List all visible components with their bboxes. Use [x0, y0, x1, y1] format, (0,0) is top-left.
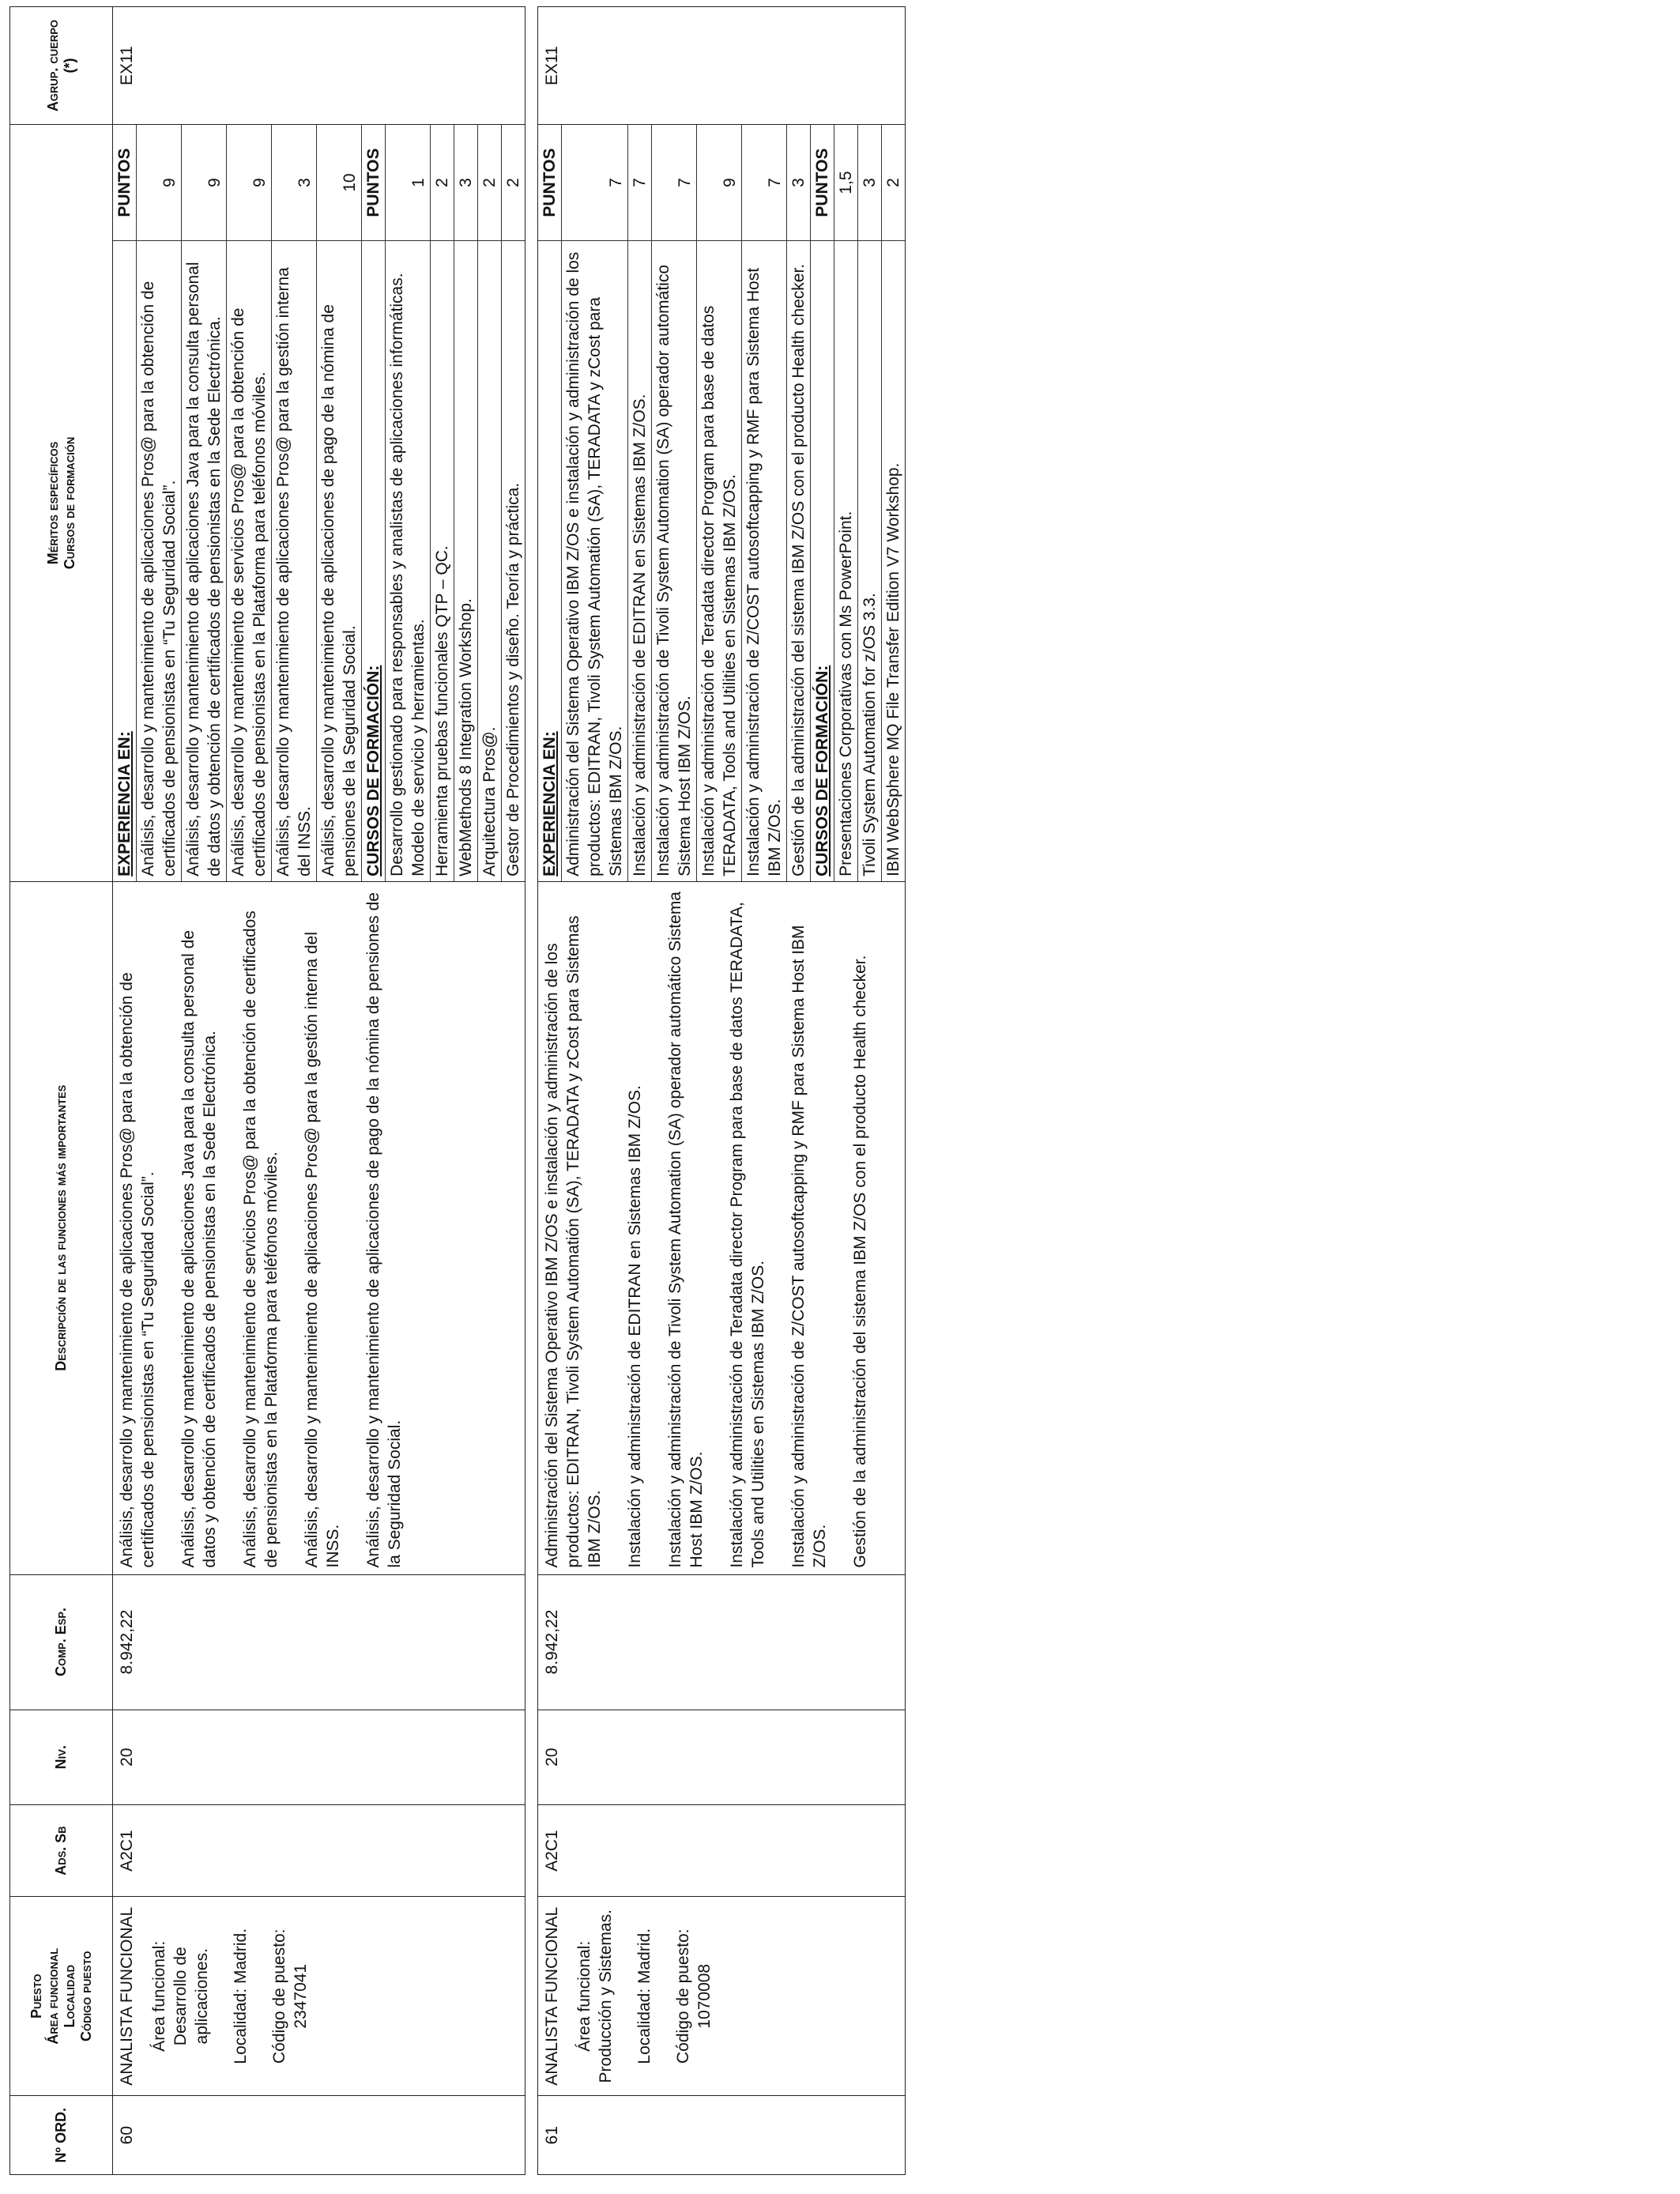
merito-row [697, 125, 742, 881]
curso-text: Presentaciones Corporativas con Ms PowerPoint. [834, 241, 858, 881]
funcion-item: Instalación y administración de Tivoli System Automation (SA) operador automático Sistema Host IBM Z/OS. [666, 892, 706, 1568]
row-comp: 8.942,22 [538, 1574, 906, 1710]
meritos-exp-header-row [113, 125, 137, 881]
merito-puntos: 3 [787, 125, 811, 241]
curso-row [834, 125, 858, 881]
header-num: Nº ORD. [10, 2096, 113, 2175]
row-agrup: EX11 [538, 7, 906, 125]
puesto-title: ANALISTA FUNCIONAL [118, 1906, 136, 2086]
curso-puntos: 1 [386, 125, 431, 241]
cursos-header: CURSOS DE FORMACIÓN: [811, 241, 834, 881]
header-puesto [10, 1897, 113, 2096]
funcion-item: Instalación y administración de Z/COST autosoftcapping y RMF para Sistema Host IBM Z/OS. [789, 925, 829, 1568]
row-niv: 20 [538, 1710, 906, 1805]
merito-puntos: 7 [628, 125, 652, 241]
merito-puntos: 7 [652, 125, 697, 241]
experiencia-header: EXPERIENCIA EN: [113, 241, 137, 881]
merito-row [272, 125, 317, 881]
row-agrup: EX11 [113, 7, 525, 125]
puesto-area: Área funcional: Producción y Sistemas. [575, 1909, 615, 2083]
curso-text: Herramienta pruebas funcionales QTP – QC. [431, 241, 454, 881]
meritos-cursos-header-row [811, 125, 834, 881]
curso-puntos: 3 [858, 125, 882, 241]
curso-row [858, 125, 882, 881]
row-num: 61 [538, 2096, 906, 2175]
header-puesto-line: Puesto [28, 1973, 44, 2019]
merito-text: Instalación y administración de EDITRAN en Sistemas IBM Z/OS. [628, 241, 652, 881]
row-ads: A2C1 [113, 1805, 525, 1897]
merito-text: Instalación y administración de Teradata director Program para base de datos TERADATA, Tools and Utilities en Sistemas IBM Z/OS. [697, 241, 742, 881]
puesto-title: ANALISTA FUNCIONAL [543, 1906, 561, 2086]
puesto-codigo: Código de puesto: 2347041 [270, 1928, 310, 2064]
merito-row [628, 125, 652, 881]
funcion-item: Análisis, desarrollo y mantenimiento de servicios Pros@ para la obtención de certificados de pensionistas en la Plataforma para teléfonos móviles. [241, 910, 281, 1568]
curso-puntos: 2 [882, 125, 906, 241]
curso-puntos: 2 [431, 125, 454, 241]
puesto-localidad: Localidad: Madrid. [635, 1928, 654, 2064]
merito-row [652, 125, 697, 881]
row-funciones [538, 881, 906, 1574]
puesto-codigo: Código de puesto: 1070008 [674, 1928, 714, 2064]
header-meritos-line: Cursos de formación [61, 436, 77, 570]
curso-row [386, 125, 431, 881]
curso-text: Arquitectura Pros@. [478, 241, 502, 881]
row-funciones [113, 881, 525, 1574]
curso-puntos: 1,5 [834, 125, 858, 241]
header-row [10, 7, 113, 2175]
header-comp: Comp. Esp. [10, 1574, 113, 1710]
funcion-item: Instalación y administración de EDITRAN en Sistemas IBM Z/OS. [626, 1085, 644, 1568]
merito-text: Administración del Sistema Operativo IBM Z/OS e instalación y administración de los productos: EDITRAN, Tivoli System Automatión (SA), TERADATA y zCost para Sistemas IBM Z/OS. [562, 241, 628, 881]
merito-row [562, 125, 628, 881]
merito-row [317, 125, 362, 881]
row-meritos [113, 125, 525, 882]
table-row [113, 7, 525, 2175]
curso-text: Tivoli System Automation for z/OS 3.3. [858, 241, 882, 881]
merito-row [182, 125, 227, 881]
curso-row [478, 125, 502, 881]
merito-text: Gestión de la administración del sistema IBM Z/OS con el producto Health checker. [787, 241, 811, 881]
merito-text: Instalación y administración de Tivoli System Automation (SA) operador automático Sistema Host IBM Z/OS. [652, 241, 697, 881]
curso-row [454, 125, 478, 881]
merito-puntos: 9 [697, 125, 742, 241]
puesto-localidad: Localidad: Madrid. [232, 1928, 250, 2064]
meritos-table [538, 125, 905, 881]
funcion-item: Instalación y administración de Teradata director Program para base de datos TERADATA, Tools and Utilities en Sistemas IBM Z/OS. [728, 902, 767, 1568]
funcion-item: Análisis, desarrollo y mantenimiento de aplicaciones Pros@ para la obtención de certificados de pensionistas en “Tu Seguridad Social”. [118, 972, 157, 1568]
merito-puntos: 10 [317, 125, 362, 241]
curso-puntos: 2 [502, 125, 525, 241]
meritos-exp-header-row [538, 125, 562, 881]
merito-row [742, 125, 787, 881]
puntos-header: PUNTOS [538, 125, 562, 241]
row-ads: A2C1 [538, 1805, 906, 1897]
header-niv: Niv. [10, 1710, 113, 1805]
puntos-header: PUNTOS [113, 125, 137, 241]
header-meritos-line: Méritos específicos [44, 441, 61, 565]
row-niv: 20 [113, 1710, 525, 1805]
merito-puntos: 9 [227, 125, 272, 241]
funcion-item: Análisis, desarrollo y mantenimiento de aplicaciones Pros@ para la gestión interna del INSS. [303, 931, 342, 1568]
meritos-table [113, 125, 525, 881]
merito-puntos: 9 [182, 125, 227, 241]
curso-text: Gestor de Procedimientos y diseño. Teoría y práctica. [502, 241, 525, 881]
funcion-item: Análisis, desarrollo y mantenimiento de aplicaciones de pago de la nómina de pensiones de la Seguridad Social. [364, 892, 404, 1568]
header-meritos [10, 125, 113, 882]
row-num: 60 [113, 2096, 525, 2175]
funcion-item: Gestión de la administración del sistema IBM Z/OS con el producto Health checker. [851, 955, 869, 1568]
curso-text: IBM WebSphere MQ File Transfer Edition V7 Workshop. [882, 241, 906, 881]
curso-text: WebMethods 8 Integration Workshop. [454, 241, 478, 881]
funcion-item: Análisis, desarrollo y mantenimiento de aplicaciones Java para la consulta personal de datos y obtención de certificados de pensionistas en la Sede Electrónica. [179, 929, 219, 1568]
merito-row [787, 125, 811, 881]
header-puesto-line: Localidad [61, 1964, 77, 2028]
merito-text: Análisis, desarrollo y mantenimiento de aplicaciones Java para la consulta personal de datos y obtención de certificados de pensionistas en la Sede Electrónica. [182, 241, 227, 881]
curso-text: Desarrollo gestionado para responsables y analistas de aplicaciones informáticas. Modelo de servicio y herramientas. [386, 241, 431, 881]
merito-row [227, 125, 272, 881]
row-separator [525, 7, 538, 2175]
merito-puntos: 9 [137, 125, 182, 241]
curso-puntos: 2 [478, 125, 502, 241]
merito-puntos: 7 [742, 125, 787, 241]
row-meritos [538, 125, 906, 882]
header-puesto-line: Área funcional [44, 1947, 61, 2045]
funcion-item: Administración del Sistema Operativo IBM Z/OS e instalación y administración de los productos: EDITRAN, Tivoli System Automatión (SA), TERADATA y zCost para Sistemas IBM Z/OS. [543, 915, 604, 1568]
merito-row [137, 125, 182, 881]
curso-row [882, 125, 906, 881]
meritos-cursos-header-row [362, 125, 386, 881]
curso-row [431, 125, 454, 881]
merito-text: Análisis, desarrollo y mantenimiento de servicios Pros@ para la obtención de certificados de pensionistas en la Plataforma para teléfonos móviles. [227, 241, 272, 881]
header-puesto-line: Código puesto [77, 1951, 94, 2042]
merito-text: Análisis, desarrollo y mantenimiento de aplicaciones Pros@ para la gestión interna del INSS. [272, 241, 317, 881]
separator-cell [525, 7, 538, 2175]
header-ads: Ads. Sb [10, 1805, 113, 1897]
merito-text: Análisis, desarrollo y mantenimiento de aplicaciones Pros@ para la obtención de certificados de pensionistas en “Tu Seguridad Social”. [137, 241, 182, 881]
row-puesto [113, 1897, 525, 2096]
curso-row [502, 125, 525, 881]
job-positions-table [9, 6, 906, 2175]
puntos-header: PUNTOS [811, 125, 834, 241]
curso-puntos: 3 [454, 125, 478, 241]
puesto-area: Área funcional: Desarrollo de aplicaciones. [150, 1940, 211, 2052]
merito-text: Análisis, desarrollo y mantenimiento de aplicaciones de pago de la nómina de pensiones de la Seguridad Social. [317, 241, 362, 881]
experiencia-header: EXPERIENCIA EN: [538, 241, 562, 881]
merito-puntos: 3 [272, 125, 317, 241]
merito-puntos: 7 [562, 125, 628, 241]
header-agrup: Agrup. cuerpo (*) [10, 7, 113, 125]
table-row [538, 7, 906, 2175]
row-puesto [538, 1897, 906, 2096]
puntos-header: PUNTOS [362, 125, 386, 241]
merito-text: Instalación y administración de Z/COST autosoftcapping y RMF para Sistema Host IBM Z/OS. [742, 241, 787, 881]
row-comp: 8.942,22 [113, 1574, 525, 1710]
header-descripcion: Descripción de las funciones más importantes [10, 881, 113, 1574]
cursos-header: CURSOS DE FORMACIÓN: [362, 241, 386, 881]
